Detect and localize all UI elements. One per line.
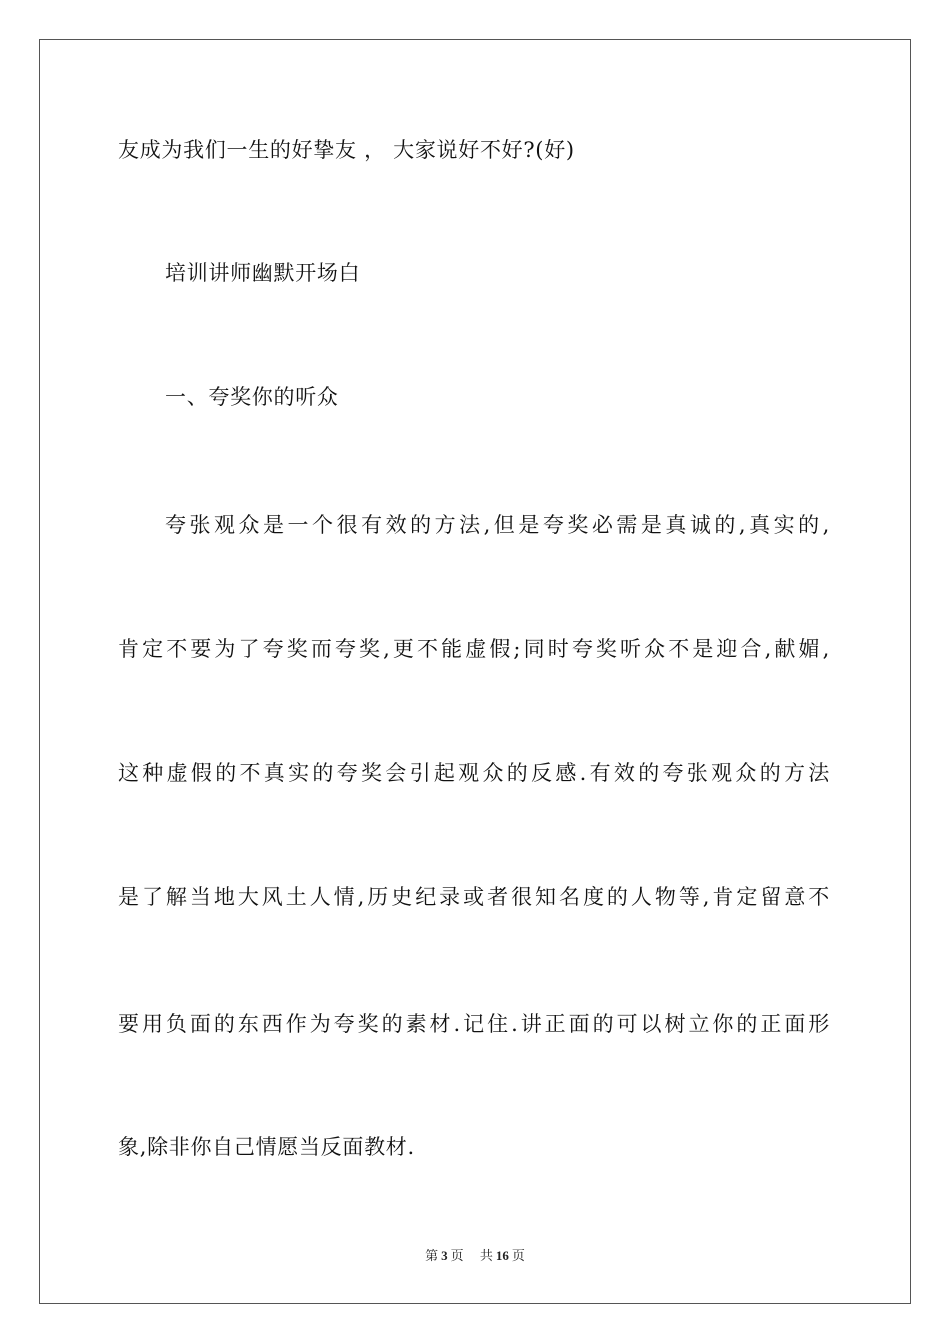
section-title: 培训讲师幽默开场白	[165, 261, 361, 285]
page-border	[39, 39, 911, 1304]
page-indicator	[422, 1249, 467, 1264]
page-footer	[0, 1247, 950, 1266]
paragraph-line-1: 夸张观众是一个很有效的方法,但是夸奖必需是真诚的,真实的,	[165, 513, 830, 537]
paragraph-line-4: 是了解当地大风土人情,历史纪录或者很知名度的人物等,肯定留意不	[118, 885, 830, 909]
page-prefix: 第	[425, 1249, 439, 1264]
subsection-heading: 一、夸奖你的听众	[165, 385, 339, 409]
paragraph-line-5: 要用负面的东西作为夸奖的素材.记住.讲正面的可以树立你的正面形	[118, 1012, 830, 1036]
total-indicator	[477, 1249, 528, 1264]
paragraph-line-3: 这种虚假的不真实的夸奖会引起观众的反感.有效的夸张观众的方法	[118, 761, 830, 785]
paragraph-line-2: 肯定不要为了夸奖而夸奖,更不能虚假;同时夸奖听众不是迎合,献媚,	[118, 637, 830, 661]
body-line-1: 友成为我们一生的好挚友 ， 大家说好不好?(好)	[118, 138, 575, 162]
page-suffix: 页	[450, 1249, 464, 1264]
total-suffix: 页	[511, 1249, 525, 1264]
total-pages: 16	[495, 1248, 509, 1263]
page-number: 3	[441, 1248, 448, 1263]
total-prefix: 共	[479, 1249, 493, 1264]
paragraph-line-6: 象,除非你自己情愿当反面教材.	[118, 1135, 415, 1159]
